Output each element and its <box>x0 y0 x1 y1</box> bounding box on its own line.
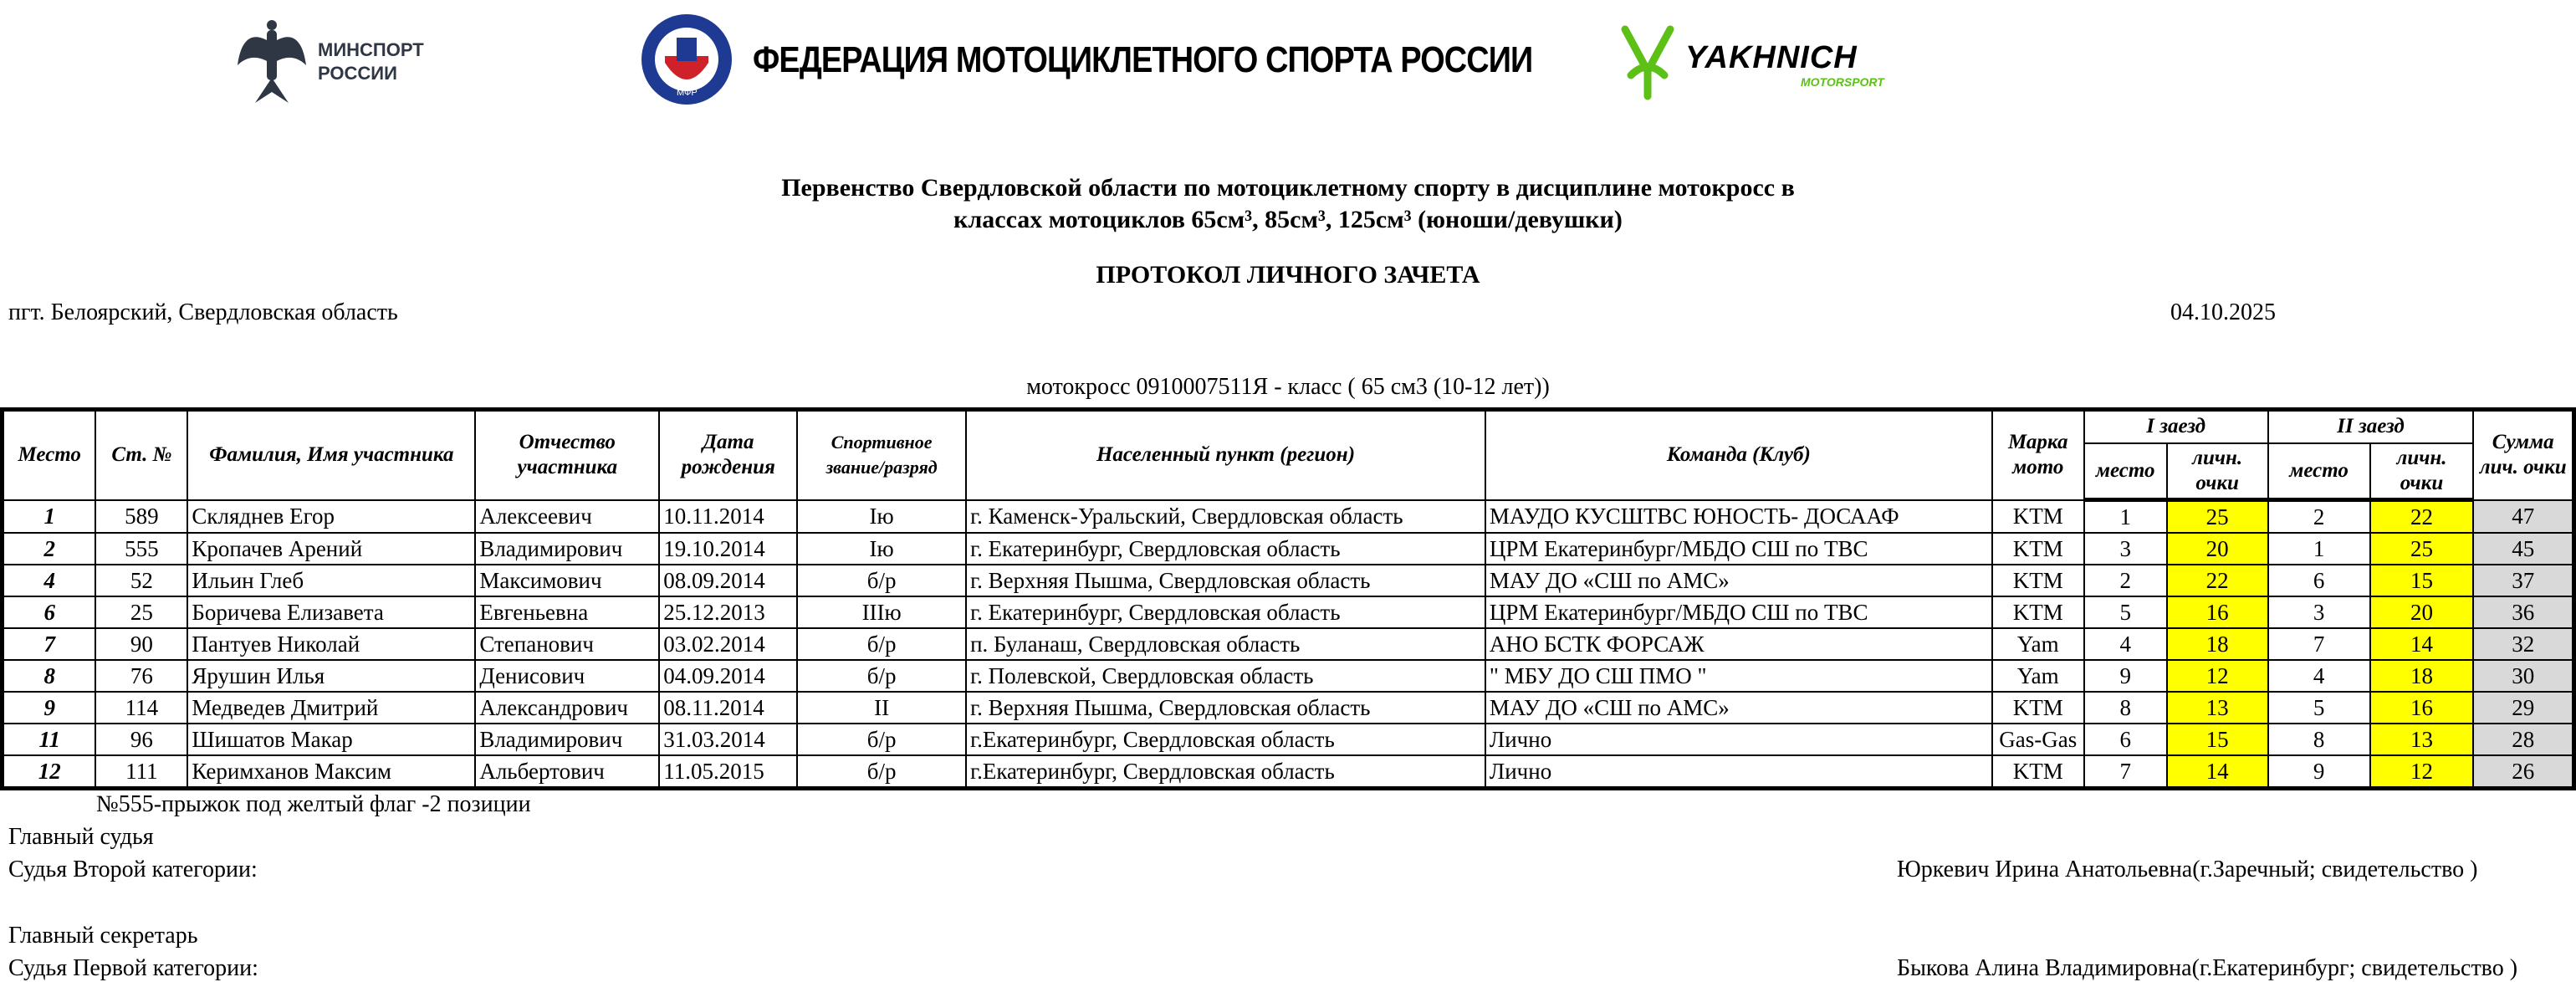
cell-r1-place: 9 <box>2084 660 2167 692</box>
header-race2-place: место <box>2268 443 2370 500</box>
date: 04.10.2025 <box>2170 299 2276 325</box>
cell-r2-points: 25 <box>2370 533 2474 565</box>
cell-number: 114 <box>95 692 187 724</box>
cell-city: г.Екатеринбург, Свердловская область <box>966 724 1485 755</box>
cell-team: ЦРМ Екатеринбург/МБДО СШ по ТВС <box>1485 596 1992 628</box>
header-birth: Дата рождения <box>659 410 797 500</box>
cell-rank: б/р <box>797 755 966 789</box>
cell-city: г.Екатеринбург, Свердловская область <box>966 755 1485 789</box>
cell-city: г. Верхняя Пышма, Свердловская область <box>966 692 1485 724</box>
cell-number: 25 <box>95 596 187 628</box>
cell-number: 111 <box>95 755 187 789</box>
cell-name: Кропачев Арений <box>187 533 475 565</box>
cell-r1-points: 13 <box>2167 692 2268 724</box>
cell-city: г. Верхняя Пышма, Свердловская область <box>966 565 1485 596</box>
cell-team: Лично <box>1485 724 1992 755</box>
cell-rank: б/р <box>797 660 966 692</box>
cell-birth: 31.03.2014 <box>659 724 797 755</box>
location: пгт. Белоярский, Свердловская область <box>8 299 398 325</box>
cell-sum: 47 <box>2473 500 2573 534</box>
cell-birth: 11.05.2015 <box>659 755 797 789</box>
cell-city: п. Буланаш, Свердловская область <box>966 628 1485 660</box>
cell-patronymic: Денисович <box>475 660 659 692</box>
judge-cat2-name: Юркевич Ирина Анатольевна(г.Заречный; свидетельство ) <box>1897 857 2478 882</box>
cell-birth: 03.02.2014 <box>659 628 797 660</box>
cell-rank: Iю <box>797 533 966 565</box>
cell-number: 52 <box>95 565 187 596</box>
cell-r1-points: 25 <box>2167 500 2268 534</box>
table-row <box>3 692 2574 724</box>
cell-sum: 36 <box>2473 596 2573 628</box>
cell-place: 7 <box>3 628 96 660</box>
cell-name: Скляднев Егор <box>187 500 475 534</box>
cell-patronymic: Владимирович <box>475 724 659 755</box>
cell-number: 555 <box>95 533 187 565</box>
cell-r2-points: 13 <box>2370 724 2474 755</box>
cell-team: ЦРМ Екатеринбург/МБДО СШ по ТВС <box>1485 533 1992 565</box>
yakhnich-emblem-icon <box>1618 25 1677 100</box>
header-rank: Спортивное звание/разряд <box>797 410 966 500</box>
yakhnich-logo <box>1618 25 1936 100</box>
cell-birth: 10.11.2014 <box>659 500 797 534</box>
cell-r1-place: 8 <box>2084 692 2167 724</box>
cell-sum: 26 <box>2473 755 2573 789</box>
class-line: мотокросс 0910007511Я - класс ( 65 см3 (10-12 лет)) <box>1026 374 1550 400</box>
cell-r2-points: 15 <box>2370 565 2474 596</box>
cell-r1-points: 14 <box>2167 755 2268 789</box>
yakhnich-title: YAKHNICH <box>1685 40 1858 75</box>
minsport-text: МИНСПОРТ РОССИИ <box>318 39 424 84</box>
cell-r1-points: 18 <box>2167 628 2268 660</box>
cell-r2-place: 6 <box>2268 565 2370 596</box>
header-name: Фамилия, Имя участника <box>187 410 475 500</box>
cell-sum: 28 <box>2473 724 2573 755</box>
header-race2-points: личн. очки <box>2370 443 2474 500</box>
cell-r1-points: 20 <box>2167 533 2268 565</box>
cell-r1-place: 5 <box>2084 596 2167 628</box>
cell-sum: 30 <box>2473 660 2573 692</box>
cell-patronymic: Альбертович <box>475 755 659 789</box>
cell-name: Керимханов Максим <box>187 755 475 789</box>
cell-birth: 25.12.2013 <box>659 596 797 628</box>
cell-city: г. Екатеринбург, Свердловская область <box>966 596 1485 628</box>
eagle-emblem-icon <box>234 15 309 107</box>
competition-title-line2: классах мотоциклов 65см³, 85см³, 125см³ (юноши/девушки) <box>953 206 1623 233</box>
cell-city: г. Екатеринбург, Свердловская область <box>966 533 1485 565</box>
cell-place: 4 <box>3 565 96 596</box>
federation-logo <box>640 13 1533 109</box>
penalty-note: №555-прыжок под желтый флаг -2 позиции <box>96 791 531 817</box>
header-race2: II заезд <box>2268 410 2474 443</box>
cell-bike: KTM <box>1992 755 2084 789</box>
cell-r2-place: 9 <box>2268 755 2370 789</box>
cell-r1-place: 2 <box>2084 565 2167 596</box>
header-place: Место <box>3 410 96 500</box>
cell-place: 2 <box>3 533 96 565</box>
cell-birth: 08.11.2014 <box>659 692 797 724</box>
cell-birth: 04.09.2014 <box>659 660 797 692</box>
cell-bike: KTM <box>1992 500 2084 534</box>
cell-team: МАУДО КУСШТВС ЮНОСТЬ- ДОСААФ <box>1485 500 1992 534</box>
cell-r2-place: 4 <box>2268 660 2370 692</box>
table-row <box>3 628 2574 660</box>
cell-patronymic: Степанович <box>475 628 659 660</box>
cell-team: АНО БСТК ФОРСАЖ <box>1485 628 1992 660</box>
competition-title-line1: Первенство Свердловской области по мотоциклетному спорту в дисциплине мотокросс в <box>781 174 1795 202</box>
header-sum: Сумма лич. очки <box>2473 410 2573 500</box>
cell-rank: IIIю <box>797 596 966 628</box>
header-bike: Марка мото <box>1992 410 2084 500</box>
cell-place: 11 <box>3 724 96 755</box>
cell-city: г. Полевской, Свердловская область <box>966 660 1485 692</box>
cell-rank: б/р <box>797 628 966 660</box>
cell-number: 589 <box>95 500 187 534</box>
cell-team: МАУ ДО «СШ по АМС» <box>1485 692 1992 724</box>
header-patronymic: Отчество участника <box>475 410 659 500</box>
cell-number: 90 <box>95 628 187 660</box>
cell-bike: KTM <box>1992 596 2084 628</box>
cell-patronymic: Александрович <box>475 692 659 724</box>
chief-secretary-label: Главный секретарь <box>8 923 198 949</box>
cell-rank: б/р <box>797 724 966 755</box>
federation-emblem-text: МФР <box>677 88 698 98</box>
cell-r2-place: 2 <box>2268 500 2370 534</box>
table-row <box>3 533 2574 565</box>
cell-place: 9 <box>3 692 96 724</box>
cell-name: Пантуев Николай <box>187 628 475 660</box>
header-race1-place: место <box>2084 443 2167 500</box>
cell-sum: 45 <box>2473 533 2573 565</box>
cell-rank: II <box>797 692 966 724</box>
cell-name: Ярушин Илья <box>187 660 475 692</box>
header-number: Ст. № <box>95 410 187 500</box>
header-race1: I заезд <box>2084 410 2268 443</box>
cell-team: МАУ ДО «СШ по АМС» <box>1485 565 1992 596</box>
cell-patronymic: Алексеевич <box>475 500 659 534</box>
cell-r1-place: 4 <box>2084 628 2167 660</box>
cell-r2-place: 7 <box>2268 628 2370 660</box>
cell-bike: KTM <box>1992 533 2084 565</box>
cell-sum: 32 <box>2473 628 2573 660</box>
cell-place: 8 <box>3 660 96 692</box>
cell-sum: 29 <box>2473 692 2573 724</box>
cell-team: Лично <box>1485 755 1992 789</box>
cell-birth: 19.10.2014 <box>659 533 797 565</box>
table-row <box>3 755 2574 789</box>
cell-rank: б/р <box>797 565 966 596</box>
table-row <box>3 565 2574 596</box>
table-row <box>3 596 2574 628</box>
cell-name: Ильин Глеб <box>187 565 475 596</box>
cell-r1-points: 12 <box>2167 660 2268 692</box>
cell-r2-place: 3 <box>2268 596 2370 628</box>
table-row <box>3 500 2574 534</box>
cell-sum: 37 <box>2473 565 2573 596</box>
judge-cat1-name: Быкова Алина Владимировна(г.Екатеринбург; свидетельство ) <box>1897 955 2518 981</box>
cell-name: Боричева Елизавета <box>187 596 475 628</box>
cell-patronymic: Максимович <box>475 565 659 596</box>
cell-name: Медведев Дмитрий <box>187 692 475 724</box>
cell-r1-place: 3 <box>2084 533 2167 565</box>
cell-bike: Yam <box>1992 660 2084 692</box>
cell-r1-place: 1 <box>2084 500 2167 534</box>
cell-r2-place: 1 <box>2268 533 2370 565</box>
judge-cat2-label: Судья Второй категории: <box>8 857 258 882</box>
cell-r2-place: 5 <box>2268 692 2370 724</box>
table-row <box>3 660 2574 692</box>
cell-bike: KTM <box>1992 692 2084 724</box>
cell-bike: Yam <box>1992 628 2084 660</box>
cell-r2-points: 18 <box>2370 660 2474 692</box>
cell-r2-place: 8 <box>2268 724 2370 755</box>
cell-place: 6 <box>3 596 96 628</box>
results-table <box>0 407 2576 790</box>
minsport-logo <box>234 15 477 107</box>
federation-title: ФЕДЕРАЦИЯ МОТОЦИКЛЕТНОГО СПОРТА РОССИИ <box>753 39 1533 80</box>
cell-r2-points: 14 <box>2370 628 2474 660</box>
cell-number: 76 <box>95 660 187 692</box>
cell-number: 96 <box>95 724 187 755</box>
cell-place: 1 <box>3 500 96 534</box>
chief-judge-label: Главный судья <box>8 824 154 850</box>
cell-r1-points: 16 <box>2167 596 2268 628</box>
cell-r2-points: 20 <box>2370 596 2474 628</box>
cell-city: г. Каменск-Уральский, Свердловская область <box>966 500 1485 534</box>
table-row <box>3 724 2574 755</box>
cell-bike: KTM <box>1992 565 2084 596</box>
cell-r1-place: 6 <box>2084 724 2167 755</box>
cell-rank: Iю <box>797 500 966 534</box>
cell-name: Шишатов Макар <box>187 724 475 755</box>
cell-bike: Gas-Gas <box>1992 724 2084 755</box>
header-city: Населенный пункт (регион) <box>966 410 1485 500</box>
protocol-title: ПРОТОКОЛ ЛИЧНОГО ЗАЧЕТА <box>1096 261 1480 289</box>
cell-birth: 08.09.2014 <box>659 565 797 596</box>
cell-patronymic: Евгеньевна <box>475 596 659 628</box>
cell-team: " МБУ ДО СШ ПМО " <box>1485 660 1992 692</box>
header-team: Команда (Клуб) <box>1485 410 1992 500</box>
yakhnich-subtitle: MOTORSPORT <box>1801 75 1884 89</box>
cell-r2-points: 22 <box>2370 500 2474 534</box>
cell-place: 12 <box>3 755 96 789</box>
cell-r2-points: 12 <box>2370 755 2474 789</box>
cell-r1-place: 7 <box>2084 755 2167 789</box>
cell-r1-points: 22 <box>2167 565 2268 596</box>
cell-r1-points: 15 <box>2167 724 2268 755</box>
judge-cat1-label: Судья Первой категории: <box>8 955 258 981</box>
header-race1-points: личн. очки <box>2167 443 2268 500</box>
cell-patronymic: Владимирович <box>475 533 659 565</box>
cell-r2-points: 16 <box>2370 692 2474 724</box>
